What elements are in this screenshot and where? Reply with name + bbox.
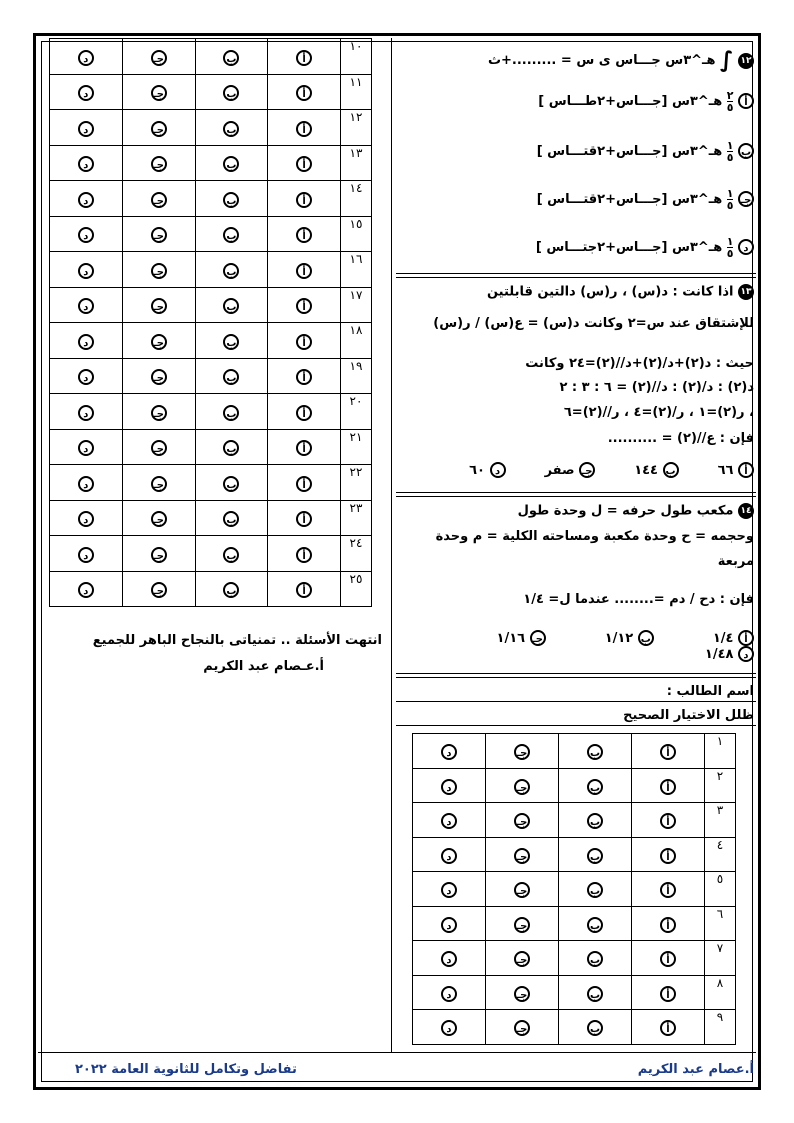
question-number-cell: ٢٠	[341, 394, 372, 430]
answer-bubble[interactable]: أ	[268, 110, 341, 146]
answer-bubble[interactable]: جـ	[486, 1010, 559, 1045]
answer-bubble[interactable]: ب	[559, 734, 632, 769]
answer-bubble[interactable]: جـ	[122, 500, 195, 536]
answer-row	[50, 358, 372, 394]
answer-bubble[interactable]: أ	[268, 252, 341, 288]
answer-bubble[interactable]: جـ	[122, 145, 195, 181]
answer-bubble[interactable]: جـ	[486, 803, 559, 838]
answer-bubble[interactable]: ب	[195, 500, 268, 536]
answer-row	[413, 803, 736, 838]
answer-bubble[interactable]: جـ	[122, 252, 195, 288]
answer-bubble[interactable]: د	[50, 394, 123, 430]
answer-bubble[interactable]: د	[413, 803, 486, 838]
answer-bubble[interactable]: ب	[195, 465, 268, 501]
answer-bubble[interactable]: ب	[559, 803, 632, 838]
answer-bubble[interactable]: أ	[632, 803, 705, 838]
answer-bubble[interactable]: ب	[195, 394, 268, 430]
fraction: $\frac{٢}{٥}$	[726, 89, 734, 114]
question-number-cell: ١٧	[341, 287, 372, 323]
question-line: فإن : دح / دم =........ عندما ل= ١/٤	[523, 592, 754, 607]
answer-bubble[interactable]: ب	[559, 768, 632, 803]
column-divider	[391, 38, 392, 1052]
answer-bubble[interactable]: جـ	[122, 74, 195, 110]
question-line: اذا كانت : د(س) ، ر(س) دالتين قابلتين	[486, 284, 734, 300]
answer-bubble[interactable]: ب	[195, 110, 268, 146]
option-a[interactable]: أ ٦٦	[718, 463, 754, 478]
answer-bubble[interactable]: جـ	[486, 941, 559, 976]
option-text: هـ^٣س [جـــاس+٢جتـــاس ]	[535, 240, 723, 255]
answer-row	[413, 1010, 736, 1045]
answer-bubble[interactable]: جـ	[486, 872, 559, 907]
answer-bubble[interactable]: د	[50, 287, 123, 323]
answer-bubble[interactable]: جـ	[486, 734, 559, 769]
question-separator	[396, 273, 756, 278]
answer-row	[50, 181, 372, 217]
answer-bubble[interactable]: جـ	[122, 287, 195, 323]
question-number: ١٤	[738, 503, 754, 519]
question-number-cell: ٢٥	[341, 571, 372, 607]
answer-bubble[interactable]: د	[413, 975, 486, 1010]
option-c[interactable]	[537, 188, 754, 211]
answer-row	[50, 110, 372, 146]
question-separator	[396, 673, 756, 678]
option-d[interactable]	[536, 236, 754, 259]
option-text: هـ^٣س [جـــاس+٢قتـــاس ]	[536, 192, 723, 207]
answer-bubble[interactable]: أ	[268, 39, 341, 75]
answer-row	[413, 872, 736, 907]
answer-bubble[interactable]: د	[50, 358, 123, 394]
answer-row	[413, 837, 736, 872]
question-line: ، ر(٢)=١ ، ر/(٢)=٤ ، ر//(٢)=٦	[563, 405, 754, 420]
answer-bubble[interactable]: جـ	[486, 837, 559, 872]
answer-bubble[interactable]: جـ	[486, 906, 559, 941]
answer-bubble[interactable]: أ	[268, 465, 341, 501]
answer-row	[50, 394, 372, 430]
option-text: هـ^٣س [جـــاس+٢قتـــاس ]	[536, 144, 723, 159]
question-number-cell: ١٩	[341, 358, 372, 394]
question-number: ١٣	[738, 284, 754, 300]
answer-bubble[interactable]: جـ	[122, 571, 195, 607]
answer-bubble[interactable]: ب	[559, 975, 632, 1010]
answer-bubble[interactable]: أ	[268, 536, 341, 572]
option-d-marker: د	[738, 239, 754, 255]
answer-bubble[interactable]: د	[413, 837, 486, 872]
answer-bubble[interactable]: د	[50, 465, 123, 501]
question-number-cell: ٣	[705, 803, 736, 838]
fraction: $\frac{١}{٥}$	[726, 235, 734, 260]
answer-bubble[interactable]: د	[50, 252, 123, 288]
answer-row	[50, 429, 372, 465]
question-number-cell: ٢	[705, 768, 736, 803]
answer-row	[50, 74, 372, 110]
answer-bubble[interactable]: د	[413, 734, 486, 769]
question-number-cell: ١١	[341, 74, 372, 110]
question-number-cell: ٢٣	[341, 500, 372, 536]
question-line: فإن : ع//(٢) = ..........	[607, 431, 754, 446]
question-number-cell: ١٣	[341, 145, 372, 181]
answer-bubble[interactable]: ب	[195, 252, 268, 288]
answer-bubble[interactable]: جـ	[122, 536, 195, 572]
answer-bubble[interactable]: ب	[195, 74, 268, 110]
answer-bubble[interactable]: أ	[268, 145, 341, 181]
answer-bubble[interactable]: أ	[632, 906, 705, 941]
question-number-cell: ٦	[705, 906, 736, 941]
answer-bubble[interactable]: ب	[195, 216, 268, 252]
answer-bubble[interactable]: د	[50, 74, 123, 110]
question-stem: هـ^٣س جـــاس ى س = .........+ث	[487, 53, 716, 68]
answer-bubble[interactable]: أ	[268, 500, 341, 536]
closing-signature: أ.عـصام عبد الكريم	[203, 659, 324, 674]
question-line: حيث : د(٢)+د/(٢)+د//(٢)=٢٤ وكانت	[525, 356, 754, 371]
question-number-cell: ٥	[705, 872, 736, 907]
option-c[interactable]: جـ صفر	[545, 463, 596, 478]
answer-bubble[interactable]: جـ	[122, 110, 195, 146]
answer-bubble[interactable]: جـ	[486, 975, 559, 1010]
question-number-cell: ٢٢	[341, 465, 372, 501]
answer-bubble[interactable]: ب	[559, 1010, 632, 1045]
answer-bubble[interactable]: جـ	[122, 429, 195, 465]
answer-bubble[interactable]: د	[50, 110, 123, 146]
option-b[interactable]	[537, 140, 754, 163]
question-number-cell: ١٥	[341, 216, 372, 252]
answer-bubble[interactable]: ب	[195, 536, 268, 572]
answer-bubble[interactable]: ب	[195, 287, 268, 323]
answer-row	[50, 216, 372, 252]
answer-bubble[interactable]: جـ	[122, 465, 195, 501]
question-number-cell: ٢٤	[341, 536, 372, 572]
answer-row	[50, 39, 372, 75]
answer-row	[413, 941, 736, 976]
question-line: وحجمه = ح وحدة مكعبة ومساحته الكلية = م وحدة	[435, 529, 754, 544]
answer-bubble[interactable]: أ	[268, 216, 341, 252]
answer-bubble[interactable]: أ	[632, 837, 705, 872]
answer-bubble[interactable]: د	[50, 181, 123, 217]
option-a-marker: أ	[738, 93, 754, 109]
answer-bubble[interactable]: ب	[195, 429, 268, 465]
answer-bubble[interactable]: ب	[559, 837, 632, 872]
answer-grid-left	[49, 38, 372, 607]
answer-bubble[interactable]: أ	[632, 768, 705, 803]
answer-bubble[interactable]: د	[413, 768, 486, 803]
answer-row	[50, 252, 372, 288]
answer-row	[50, 500, 372, 536]
answer-bubble[interactable]: د	[413, 941, 486, 976]
answer-bubble[interactable]: د	[413, 872, 486, 907]
question-line: مكعب طول حرفه = ل وحدة طول	[517, 503, 734, 519]
student-name-label: اسم الطالب :	[666, 684, 754, 699]
answer-bubble[interactable]: د	[413, 1010, 486, 1045]
question-number-cell: ١٠	[341, 39, 372, 75]
answer-row	[413, 768, 736, 803]
answer-bubble[interactable]: د	[50, 429, 123, 465]
answer-bubble[interactable]: جـ	[122, 181, 195, 217]
answer-row	[413, 734, 736, 769]
question-line: للإشتقاق عند س=٢ وكانت د(س) = ع(س) / ر(س)	[433, 316, 754, 331]
answer-bubble[interactable]: جـ	[122, 39, 195, 75]
answer-bubble[interactable]: أ	[268, 429, 341, 465]
answer-bubble[interactable]: أ	[632, 1010, 705, 1045]
question-line: د(٢) : د/(٢) : د//(٢) = ٦ : ٣ : ٢	[559, 380, 754, 395]
answer-bubble[interactable]: أ	[268, 571, 341, 607]
answer-bubble[interactable]: ب	[195, 323, 268, 359]
footer-divider	[38, 1052, 756, 1053]
answer-row	[50, 571, 372, 607]
answer-row	[50, 323, 372, 359]
option-c-marker: جـ	[738, 191, 754, 207]
answer-bubble[interactable]: جـ	[122, 216, 195, 252]
question-number-cell: ٩	[705, 1010, 736, 1045]
answer-bubble[interactable]: ب	[195, 181, 268, 217]
answer-bubble[interactable]: ب	[559, 872, 632, 907]
question-number-cell: ١٤	[341, 181, 372, 217]
question-number-cell: ٤	[705, 837, 736, 872]
answer-bubble[interactable]: جـ	[122, 323, 195, 359]
answer-row	[413, 975, 736, 1010]
option-a[interactable]	[538, 90, 754, 113]
option-c[interactable]: جـ ١/١٦	[497, 631, 546, 646]
answer-bubble[interactable]: أ	[268, 358, 341, 394]
answer-bubble[interactable]: جـ	[486, 768, 559, 803]
answer-bubble[interactable]: ب	[559, 941, 632, 976]
answer-bubble[interactable]: أ	[268, 394, 341, 430]
question-number-cell: ٢١	[341, 429, 372, 465]
answer-row	[50, 536, 372, 572]
answer-row	[50, 287, 372, 323]
answer-bubble[interactable]: أ	[268, 287, 341, 323]
answer-bubble[interactable]: د	[50, 323, 123, 359]
answer-row	[50, 145, 372, 181]
answer-bubble[interactable]: جـ	[122, 358, 195, 394]
fraction: $\frac{١}{٥}$	[726, 139, 734, 164]
answer-bubble[interactable]: أ	[632, 872, 705, 907]
footer-author: أ.عصام عبد الكريم	[637, 1062, 754, 1077]
answer-bubble[interactable]: د	[50, 216, 123, 252]
answer-bubble[interactable]: د	[50, 536, 123, 572]
option-b-marker: ب	[738, 143, 754, 159]
answer-bubble[interactable]: ب	[195, 39, 268, 75]
answer-row	[413, 906, 736, 941]
option-b[interactable]: ب ١٤٤	[634, 463, 678, 478]
answer-bubble[interactable]: ب	[195, 571, 268, 607]
answer-bubble[interactable]: د	[50, 145, 123, 181]
answer-bubble[interactable]: ب	[195, 358, 268, 394]
answer-row	[50, 465, 372, 501]
answer-bubble[interactable]: أ	[268, 323, 341, 359]
answer-bubble[interactable]: أ	[268, 181, 341, 217]
footer-title: تفاضل وتكامل للثانوية العامة ٢٠٢٢	[75, 1062, 297, 1077]
answer-bubble[interactable]: د	[50, 571, 123, 607]
question-number-cell: ١٦	[341, 252, 372, 288]
question-number-cell: ٧	[705, 941, 736, 976]
question-number: ١٢	[738, 53, 754, 69]
question-number-cell: ١٨	[341, 323, 372, 359]
answer-bubble[interactable]: أ	[268, 74, 341, 110]
question-number-cell: ١٢	[341, 110, 372, 146]
instruction: ظلل الاختيار الصحيح	[623, 708, 754, 723]
answer-bubble[interactable]: د	[413, 906, 486, 941]
question-number-cell: ٨	[705, 975, 736, 1010]
answer-bubble[interactable]: د	[50, 39, 123, 75]
answer-bubble[interactable]: ب	[195, 145, 268, 181]
option-text: هـ^٣س [جـــاس+٢طـــاس ]	[538, 94, 723, 109]
option-d[interactable]: د ٦٠	[469, 463, 505, 478]
option-b[interactable]: ب ١/١٢	[605, 631, 654, 646]
answer-bubble[interactable]: د	[50, 500, 123, 536]
option-d[interactable]: د ١/٤٨	[705, 647, 754, 662]
question-separator	[396, 492, 756, 497]
answer-bubble[interactable]: أ	[632, 734, 705, 769]
answer-bubble[interactable]: ب	[559, 906, 632, 941]
answer-bubble[interactable]: أ	[632, 941, 705, 976]
answer-bubble[interactable]: جـ	[122, 394, 195, 430]
answer-bubble[interactable]: أ	[632, 975, 705, 1010]
closing-line-1: انتهت الأسئلة .. تمنياتى بالنجاح الباهر للجميع	[92, 633, 382, 648]
option-a[interactable]: أ ١/٤	[713, 631, 754, 646]
options-row	[434, 630, 754, 662]
fraction: $\frac{١}{٥}$	[726, 187, 734, 212]
question-number-cell: ١	[705, 734, 736, 769]
question-line: مربعة	[717, 554, 754, 569]
answer-grid-right	[412, 733, 736, 1045]
options-row	[434, 462, 754, 478]
